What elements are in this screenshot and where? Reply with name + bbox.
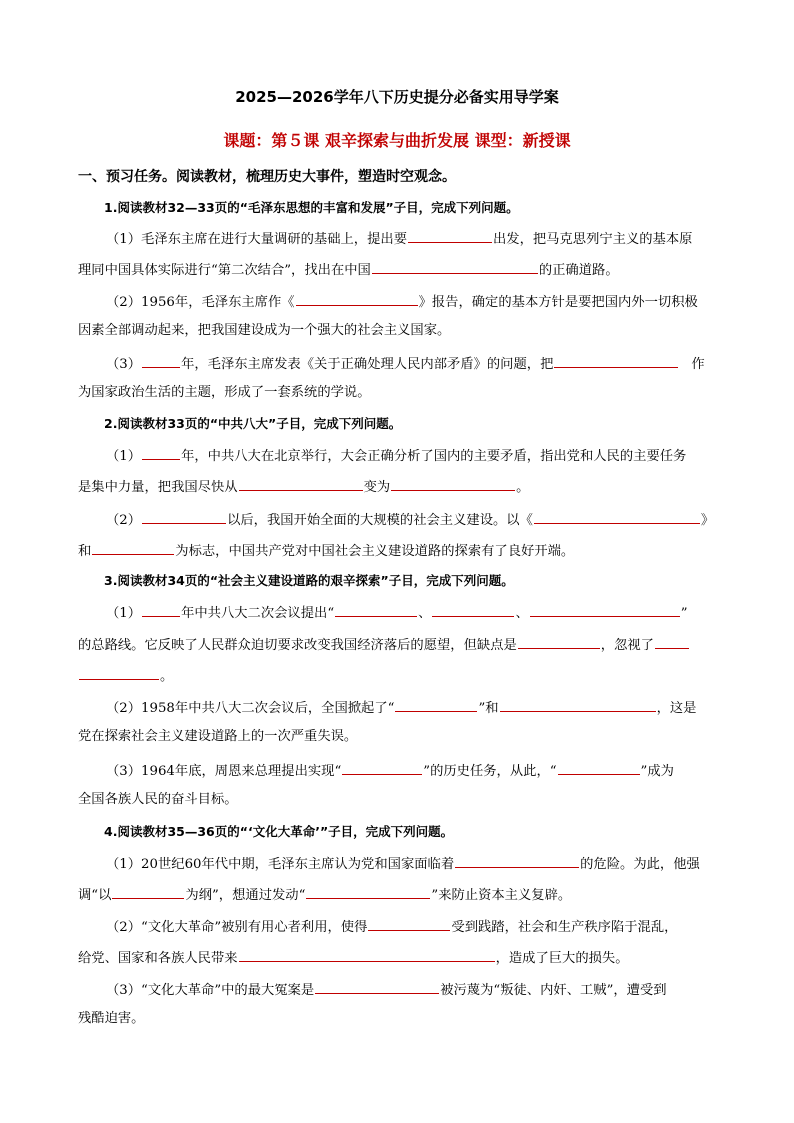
text: 的总路线。它反映了人民群众迫切要求改变我国经济落后的愿望，但缺点是 xyxy=(78,638,517,653)
q3-1-line2 xyxy=(78,634,690,655)
blank-field[interactable] xyxy=(408,228,492,243)
question-heading-2: 2.阅读教材33页的“中共八大”子目，完成下列问题。 xyxy=(104,416,402,431)
text: 、 xyxy=(418,606,432,621)
text: 出发，把马克思列宁主义的基本原 xyxy=(493,232,693,247)
text: ”来防止资本主义复辟。 xyxy=(431,888,572,903)
text: 是集中力量，把我国尽快从 xyxy=(78,480,238,495)
q4-3-line2: 残酷迫害。 xyxy=(78,1011,145,1026)
text: 调“以 xyxy=(78,888,112,903)
q2-1-line2 xyxy=(78,476,529,497)
text: ，忽视了 xyxy=(600,638,654,653)
text: 受到践踏，社会和生产秩序陷于混乱， xyxy=(451,920,678,935)
blank-field[interactable] xyxy=(530,602,680,617)
blank-field[interactable] xyxy=(142,445,180,460)
text: 和 xyxy=(78,544,92,559)
blank-field[interactable] xyxy=(142,509,226,524)
text: 给党、国家和各族人民带来 xyxy=(78,951,238,966)
q2-1-line1 xyxy=(106,445,686,466)
text: 年，中共八大在北京举行，大会正确分析了国内的主要矛盾，指出党和人民的主要任务 xyxy=(181,449,687,464)
text: ，这是 xyxy=(656,701,697,716)
text: ” xyxy=(680,606,688,621)
text: （2）1958年中共八大二次会议后，全国掀起了“ xyxy=(106,701,395,716)
q1-2-line2: 因素全部调动起来，把我国建设成为一个强大的社会主义国家。 xyxy=(78,323,451,338)
blank-field[interactable] xyxy=(112,884,184,899)
blank-field[interactable] xyxy=(142,353,180,368)
text: 变为 xyxy=(363,480,391,495)
text: 、 xyxy=(515,606,529,621)
blank-field[interactable] xyxy=(342,760,422,775)
q4-3-line1 xyxy=(106,979,667,1000)
text: 作 xyxy=(691,357,705,372)
q2-2-line2 xyxy=(78,540,574,561)
q1-3-line2: 为国家政治生活的主题，形成了一套系统的学说。 xyxy=(78,385,371,400)
text: 以后，我国开始全面的大规模的社会主义建设。以《 xyxy=(227,513,533,528)
text: （1） xyxy=(106,606,142,621)
q3-3-line1 xyxy=(106,760,674,781)
q4-2-line1 xyxy=(106,916,677,937)
text: （3）1964年底，周恩来总理提出实现“ xyxy=(106,764,342,779)
blank-field[interactable] xyxy=(92,540,174,555)
q1-2-line1 xyxy=(106,291,698,312)
text: （2）“文化大革命”被别有用心者利用，使得 xyxy=(106,920,368,935)
blank-field[interactable] xyxy=(335,602,417,617)
blank-field[interactable] xyxy=(391,476,515,491)
q3-2-line2: 党在探索社会主义建设道路上的一次严重失误。 xyxy=(78,729,358,744)
blank-field[interactable] xyxy=(306,884,430,899)
text: 》报告，确定的基本方针是要把国内外一切积极 xyxy=(418,295,698,310)
blank-field[interactable] xyxy=(315,979,439,994)
text: 的正确道路。 xyxy=(538,263,619,278)
text: （2）1956年，毛泽东主席作《 xyxy=(106,295,295,310)
blank-field[interactable] xyxy=(368,916,450,931)
q1-3-line1 xyxy=(106,353,705,374)
q4-1-line1 xyxy=(106,853,700,874)
text: 。 xyxy=(160,669,174,684)
text: （2） xyxy=(106,513,142,528)
text: 年，毛泽东主席发表《关于正确处理人民内部矛盾》的问题，把 xyxy=(181,357,554,372)
blank-field[interactable] xyxy=(518,634,600,649)
document-title: 2025—2026学年八下历史提分必备实用导学案 xyxy=(235,88,559,106)
text: （3）“文化大革命”中的最大冤案是 xyxy=(106,983,315,998)
text: 。 xyxy=(516,480,530,495)
text: ”的历史任务，从此，“ xyxy=(423,764,557,779)
q3-1-line1 xyxy=(106,602,688,623)
text: （3） xyxy=(106,357,142,372)
q1-1-line1 xyxy=(106,228,692,249)
blank-field[interactable] xyxy=(372,259,538,274)
text: 为纲”，想通过发动“ xyxy=(185,888,306,903)
question-heading-1: 1.阅读教材32—33页的“毛泽东思想的丰富和发展”子目，完成下列问题。 xyxy=(104,200,519,215)
text: 》 xyxy=(700,513,715,528)
q3-3-line2: 全国各族人民的奋斗目标。 xyxy=(78,792,238,807)
blank-field[interactable] xyxy=(79,665,159,680)
lesson-title: 课题：第５课 艰辛探索与曲折发展 课型：新授课 xyxy=(223,131,571,150)
question-heading-3: 3.阅读教材34页的“社会主义建设道路的艰辛探索”子目，完成下列问题。 xyxy=(104,573,514,588)
text: （1）20世纪60年代中期，毛泽东主席认为党和国家面临着 xyxy=(106,857,455,872)
text: （1） xyxy=(106,449,142,464)
blank-field[interactable] xyxy=(395,697,477,712)
question-heading-4: 4.阅读教材35—36页的“‘文化大革命’”子目，完成下列问题。 xyxy=(104,824,454,839)
section-heading-preview: 一、预习任务。阅读教材，梳理历史大事件，塑造时空观念。 xyxy=(78,169,456,185)
text: 理同中国具体实际进行“第二次结合”，找出在中国 xyxy=(78,263,371,278)
blank-field[interactable] xyxy=(239,476,363,491)
blank-field[interactable] xyxy=(296,291,418,306)
q4-2-line2 xyxy=(78,947,629,968)
q1-1-line2 xyxy=(78,259,619,280)
text: （1）毛泽东主席在进行大量调研的基础上，提出要 xyxy=(106,232,407,247)
text: ”成为 xyxy=(640,764,674,779)
text: ，造成了巨大的损失。 xyxy=(495,951,629,966)
blank-field[interactable] xyxy=(455,853,579,868)
text: 的危险。为此，他强 xyxy=(580,857,700,872)
q4-1-line2 xyxy=(78,884,571,905)
text: 为标志，中国共产党对中国社会主义建设道路的探索有了良好开端。 xyxy=(175,544,575,559)
text: ”和 xyxy=(478,701,499,716)
blank-field[interactable] xyxy=(500,697,656,712)
blank-field[interactable] xyxy=(655,634,689,649)
blank-field[interactable] xyxy=(554,353,678,368)
text: 被污蔑为“叛徒、内奸、工贼”，遭受到 xyxy=(440,983,667,998)
blank-field[interactable] xyxy=(432,602,514,617)
q3-2-line1 xyxy=(106,697,696,718)
q3-1-line3 xyxy=(78,665,173,686)
blank-field[interactable] xyxy=(534,509,700,524)
q2-2-line1 xyxy=(106,509,714,530)
blank-field[interactable] xyxy=(142,602,180,617)
blank-field[interactable] xyxy=(558,760,640,775)
text: 年中共八大二次会议提出“ xyxy=(181,606,335,621)
blank-field[interactable] xyxy=(239,947,495,962)
